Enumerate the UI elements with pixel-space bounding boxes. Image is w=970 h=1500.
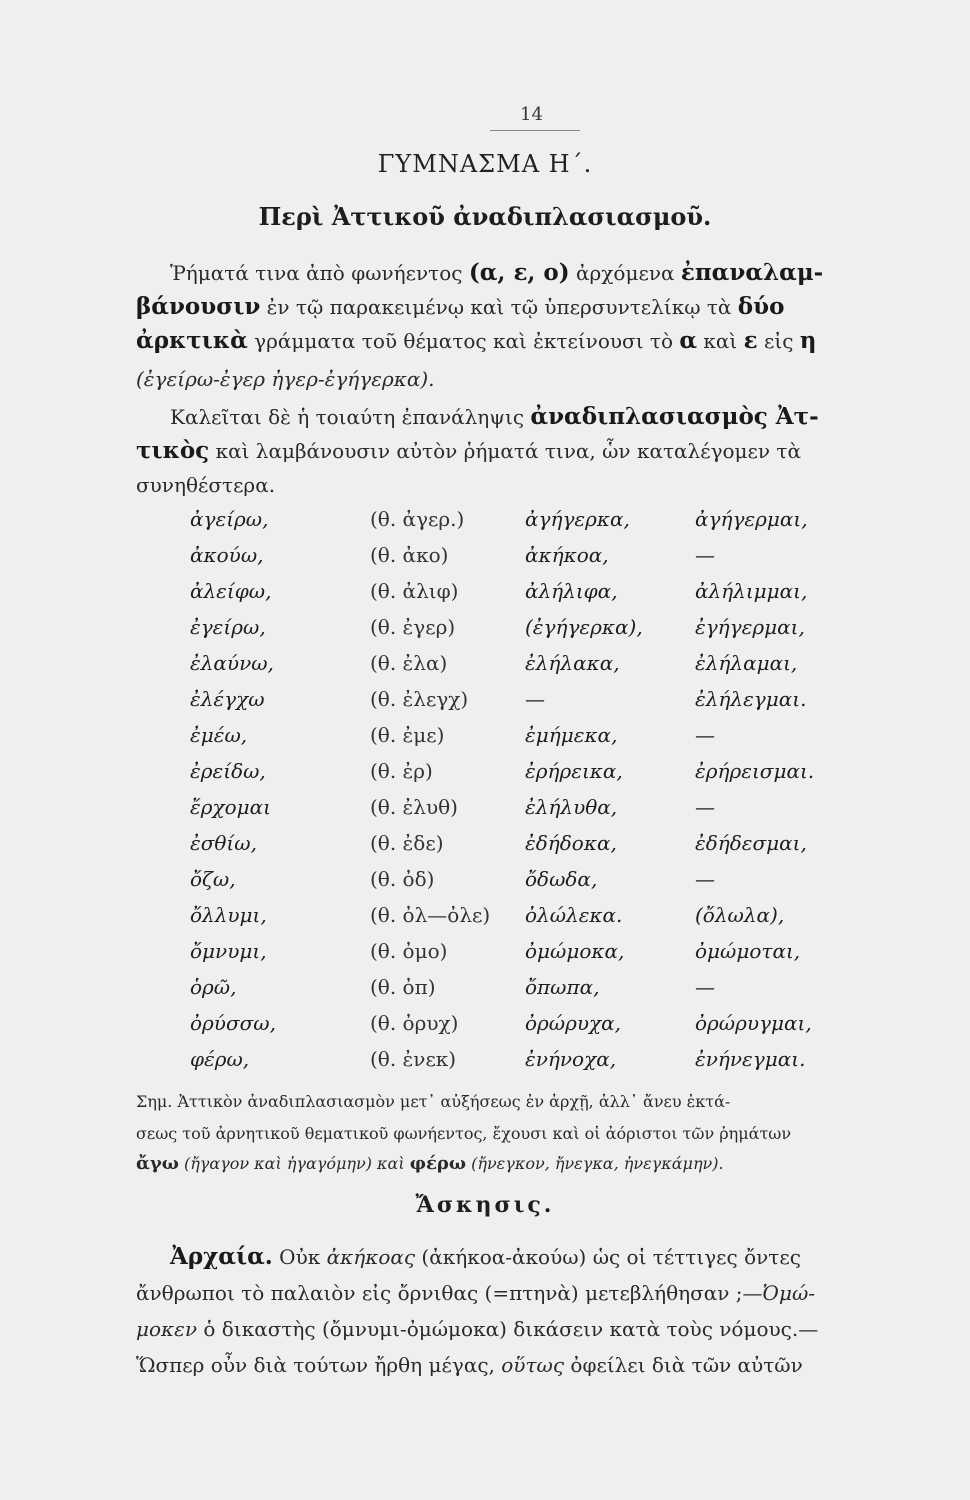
verb-theme: (θ. ἐνεκ) (370, 1047, 457, 1071)
verb-passive: — (695, 543, 715, 567)
verb-theme: (θ. ὀλ—ὀλε) (370, 903, 491, 927)
verb-present: ἐλέγχω (190, 687, 265, 711)
verb-passive: ἐνήνεγμαι. (695, 1047, 806, 1071)
verb-present: ἀκούω, (190, 543, 264, 567)
verb-perfect: ὀμώμοκα, (525, 939, 625, 963)
verb-row (190, 831, 910, 867)
verb-present: ὄλλυμι, (190, 903, 267, 927)
verb-row (190, 723, 910, 759)
verb-passive: ἐρήρεισμαι. (695, 759, 815, 783)
verb-passive: — (695, 867, 715, 891)
verb-present: ἐμέω, (190, 723, 248, 747)
verb-present: ὄζω, (190, 867, 236, 891)
verb-present: ἐσθίω, (190, 831, 257, 855)
verb-row (190, 903, 910, 939)
verb-perfect: ὄπωπα, (525, 975, 600, 999)
verb-theme: (θ. ἀγερ.) (370, 507, 465, 531)
verb-row (190, 579, 910, 615)
verb-row (190, 543, 910, 579)
verb-table (190, 507, 910, 1083)
verb-passive: ἐλήλεγμαι. (695, 687, 807, 711)
verb-passive: ἐδήδεσμαι, (695, 831, 807, 855)
verb-perfect: ὄδωδα, (525, 867, 598, 891)
verb-present: ἔρχομαι (190, 795, 271, 819)
verb-perfect: ὀρώρυχα, (525, 1011, 622, 1035)
verb-perfect: ἀλήλιφα, (525, 579, 618, 603)
intro-line-6: τικὸς καὶ λαμβάνουσιν αὐτὸν ῥήματά τινα, ὧν καταλέγομεν τὰ (136, 437, 802, 464)
verb-theme: (θ. ἐγερ) (370, 615, 456, 639)
verb-passive: — (695, 723, 715, 747)
verb-row (190, 507, 910, 543)
note-line-2: σεως τοῦ ἀρνητικοῦ θεματικοῦ φωνήεντος, ἔχουσι καὶ οἱ ἀόριστοι τῶν ῥημάτων (136, 1124, 792, 1143)
verb-perfect: ἐρήρεικα, (525, 759, 623, 783)
verb-perfect: ἀκήκοα, (525, 543, 609, 567)
verb-row (190, 867, 910, 903)
verb-present: ὄμνυμι, (190, 939, 267, 963)
verb-present: φέρω, (190, 1047, 250, 1071)
verb-row (190, 1011, 910, 1047)
verb-perfect: ὀλώλεκα. (525, 903, 623, 927)
verb-passive: (ὄλωλα), (695, 903, 785, 927)
verb-theme: (θ. ὀμο) (370, 939, 448, 963)
verb-perfect: ἐλήλυθα, (525, 795, 618, 819)
verb-perfect: ἐνήνοχα, (525, 1047, 617, 1071)
verb-present: ἐρείδω, (190, 759, 266, 783)
intro-line-4: (ἐγείρω-ἐγερ ἠγερ-ἐγήγερκα). (136, 367, 435, 391)
verb-theme: (θ. ἐρ) (370, 759, 433, 783)
verb-theme: (θ. ἀλιφ) (370, 579, 459, 603)
verb-theme: (θ. ἀκο) (370, 543, 449, 567)
intro-line-7: συνηθέστερα. (136, 473, 276, 497)
verb-theme: (θ. ἐλυθ) (370, 795, 458, 819)
exercise-line-1: Ἀρχαία. Οὐκ ἀκήκοας (ἀκήκοα-ἀκούω) ὡς οἱ τέττιγες ὄντες (170, 1243, 801, 1270)
verb-perfect: ἐλήλακα, (525, 651, 620, 675)
verb-row (190, 651, 910, 687)
verb-row (190, 975, 910, 1011)
verb-passive: ὀρώρυγμαι, (695, 1011, 812, 1035)
verb-passive: — (695, 975, 715, 999)
verb-row (190, 759, 910, 795)
verb-present: ἐγείρω, (190, 615, 266, 639)
verb-theme: (θ. ὀδ) (370, 867, 435, 891)
verb-present: ὀρύσσω, (190, 1011, 276, 1035)
verb-present: ὁρῶ, (190, 975, 237, 999)
exercise-line-2: ἄνθρωποι τὸ παλαιὸν εἰς ὄρνιθας (=πτηνὰ) μετεβλήθησαν ;—Ὀμώ- (136, 1281, 816, 1305)
verb-perfect: (ἐγήγερκα), (525, 615, 643, 639)
intro-line-1: Ῥήματά τινα ἀπὸ φωνήεντος (α, ε, ο) ἀρχόμενα ἐπαναλαμ- (170, 259, 824, 286)
verb-theme: (θ. ὀρυχ) (370, 1011, 459, 1035)
verb-row (190, 939, 910, 975)
verb-perfect: ἀγήγερκα, (525, 507, 630, 531)
section-title: Περὶ Ἀττικοῦ ἀναδιπλασιασμοῦ. (258, 202, 712, 231)
intro-line-3: ἀρκτικὰ γράμματα τοῦ θέματος καὶ ἐκτείνουσι τὸ α καὶ ε εἰς η (136, 327, 817, 354)
verb-present: ἀγείρω, (190, 507, 269, 531)
verb-theme: (θ. ἐμε) (370, 723, 445, 747)
verb-theme: (θ. ἐλα) (370, 651, 448, 675)
verb-perfect: — (525, 687, 545, 711)
verb-theme: (θ. ἐλεγχ) (370, 687, 469, 711)
verb-row (190, 615, 910, 651)
verb-passive: ἀλήλιμμαι, (695, 579, 808, 603)
verb-perfect: ἐμήμεκα, (525, 723, 618, 747)
exercise-line-4: Ὥσπερ οὖν διὰ τούτων ἤρθη μέγας, οὕτως ὀφείλει διὰ τῶν αὐτῶν (136, 1353, 803, 1377)
intro-line-5: Καλεῖται δὲ ἡ τοιαύτη ἐπανάληψις ἀναδιπλασιασμὸς Ἀτ- (170, 403, 819, 430)
page-number-rule (490, 130, 580, 131)
note-line-1: Σημ. Ἀττικὸν ἀναδιπλασιασμὸν μετ᾽ αὐξήσεως ἐν ἀρχῇ, ἀλλ᾽ ἄνευ ἐκτά- (136, 1092, 731, 1111)
verb-perfect: ἐδήδοκα, (525, 831, 617, 855)
verb-row (190, 795, 910, 831)
verb-passive: ἀγήγερμαι, (695, 507, 808, 531)
page-number: 14 (520, 104, 543, 125)
verb-passive: ἐλήλαμαι, (695, 651, 798, 675)
note-line-3: ἄγω (ἤγαγον καὶ ἠγαγόμην) καὶ φέρω (ἤνεγκον, ἤνεγκα, ἠνεγκάμην). (136, 1153, 724, 1174)
intro-line-2: βάνουσιν ἐν τῷ παρακειμένῳ καὶ τῷ ὑπερσυντελίκῳ τὰ δύο (136, 293, 785, 320)
verb-row (190, 1047, 910, 1083)
verb-passive: ἐγήγερμαι, (695, 615, 805, 639)
exercise-title: ΓΥΜΝΑΣΜΑ Η΄. (377, 150, 593, 178)
verb-passive: — (695, 795, 715, 819)
verb-passive: ὀμώμοται, (695, 939, 801, 963)
verb-theme: (θ. ἐδε) (370, 831, 444, 855)
verb-present: ἀλείφω, (190, 579, 272, 603)
askisis-title: Ἄσκησις. (415, 1192, 555, 1218)
verb-present: ἐλαύνω, (190, 651, 274, 675)
verb-row (190, 687, 910, 723)
verb-theme: (θ. ὀπ) (370, 975, 436, 999)
exercise-line-3: μοκεν ὁ δικαστὴς (ὄμνυμι-ὀμώμοκα) δικάσειν κατὰ τοὺς νόμους.— (136, 1317, 819, 1341)
